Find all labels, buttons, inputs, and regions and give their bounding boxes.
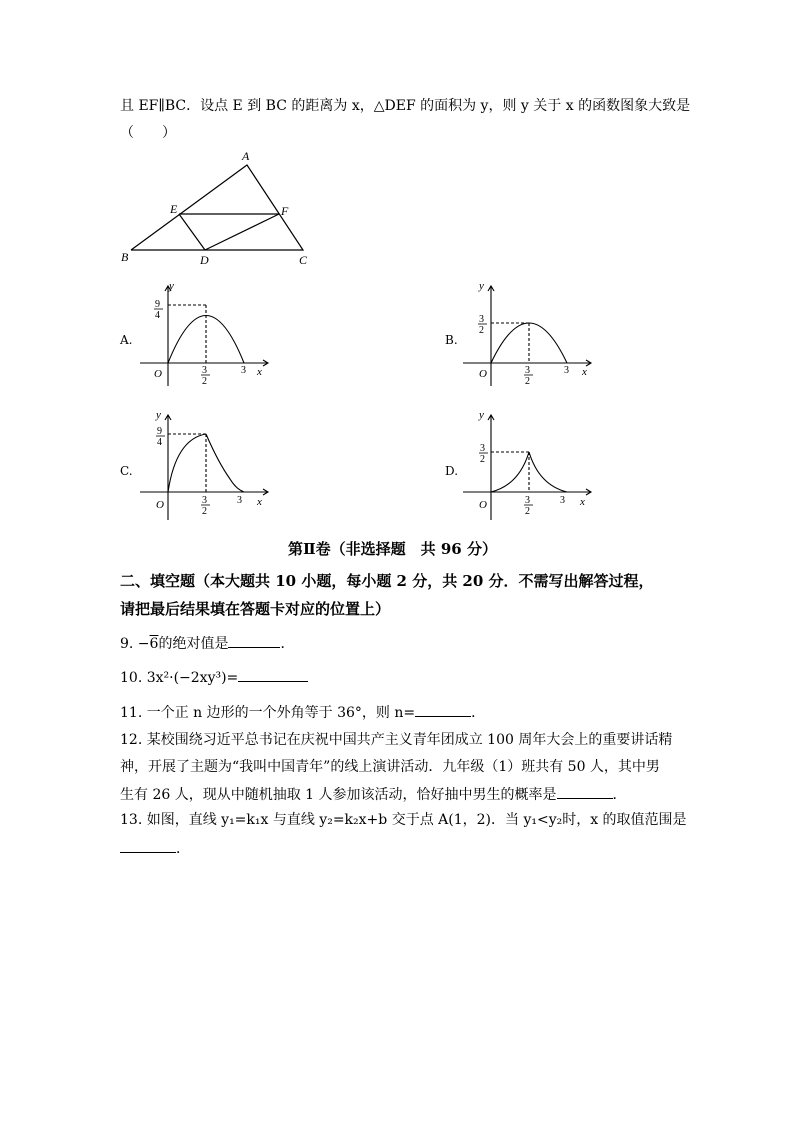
option-d-graph[interactable] <box>463 407 603 522</box>
xtick-end: 3 <box>237 495 242 506</box>
section-2-heading-line2: 请把最后结果填在答题卡对应的位置上） <box>120 600 391 618</box>
y-axis-label: y <box>156 409 161 421</box>
question-8-text-line1: 且 EF∥BC．设点 E 到 BC 的距离为 x，△DEF 的面积为 y，则 y 关于 x 的函数图象大致是 <box>120 98 691 114</box>
y-axis-label: y <box>169 280 174 292</box>
origin-label: O <box>479 368 487 380</box>
ytick-numerator: 3 <box>480 443 485 454</box>
origin-label: O <box>479 499 487 511</box>
question-12-line1: 12. 某校围绕习近平总书记在庆祝中国共产主义青年团成立 100 周年大会上的重要讲话精 <box>120 732 673 748</box>
q9-answer-blank[interactable] <box>228 633 280 648</box>
xtick-numerator: 3 <box>202 365 207 376</box>
ytick-numerator: 9 <box>155 299 160 310</box>
xtick-denominator: 2 <box>202 506 207 517</box>
option-b-label[interactable]: B. <box>445 333 458 347</box>
xtick-numerator: 3 <box>202 495 207 506</box>
origin-label: O <box>154 368 162 380</box>
triangle-figure <box>115 145 315 270</box>
question-13-line1: 13. 如图，直线 y₁=k₁x 与直线 y₂=k₂x+b 交于点 A(1，2)．当 y₁<y₂时，x 的取值范围是 <box>120 812 687 828</box>
option-a-graph[interactable] <box>140 278 280 388</box>
section-2-heading-line1: 二、填空题（本大题共 10 小题，每小题 2 分，共 20 分．不需写出解答过程， <box>120 572 654 590</box>
option-d-label[interactable]: D. <box>445 464 459 478</box>
question-12-line3 <box>120 784 627 805</box>
xtick-denominator: 2 <box>525 376 530 387</box>
vertex-a-label: A <box>242 149 250 163</box>
vertex-f-label: F <box>281 204 289 218</box>
ytick-numerator: 9 <box>157 426 162 437</box>
xtick-numerator: 3 <box>525 365 530 376</box>
q9-prefix: 9. − <box>120 636 150 652</box>
q13-answer-blank[interactable] <box>120 838 176 853</box>
ytick-numerator: 3 <box>479 314 484 325</box>
q13-end: ． <box>176 841 190 857</box>
q11-answer-blank[interactable] <box>415 702 471 717</box>
xtick-denominator: 2 <box>202 376 207 387</box>
x-axis-label: x <box>257 366 262 378</box>
part-2-title: 第Ⅱ卷（非选择题 共 96 分） <box>288 540 497 558</box>
xtick-denominator: 2 <box>525 506 530 517</box>
q12-end: ． <box>612 787 627 803</box>
vertex-b-label: B <box>121 250 129 264</box>
q9-end: ． <box>280 636 295 652</box>
ytick-denominator: 2 <box>480 454 485 465</box>
answer-paren: （ ） <box>120 125 176 141</box>
option-c-label[interactable]: C. <box>120 464 133 478</box>
origin-label: O <box>156 499 164 511</box>
question-9 <box>120 633 294 654</box>
q12-line3-text: 生有 26 人，现从中随机抽取 1 人参加该活动，恰好抽中男生的概率是 <box>120 787 557 803</box>
xtick-end: 3 <box>564 365 569 376</box>
question-12-line2: 神，开展了主题为“我叫中国青年”的线上演讲活动．九年级（1）班共有 50 人，其中男 <box>120 759 660 775</box>
y-axis-label: y <box>479 280 484 292</box>
option-b-graph[interactable] <box>463 278 603 388</box>
q11-end: ． <box>471 705 486 721</box>
y-axis-label: y <box>479 409 484 421</box>
x-axis-label: x <box>580 496 585 508</box>
sqrt-radicand: 6 <box>149 636 159 652</box>
x-axis-label: x <box>257 496 262 508</box>
option-a-label[interactable]: A. <box>120 333 133 347</box>
q11-text: 11. 一个正 n 边形的一个外角等于 36°，则 n= <box>120 705 416 721</box>
question-13-line2 <box>120 838 190 859</box>
vertex-e-label: E <box>170 202 178 216</box>
question-10 <box>120 667 308 688</box>
option-c-graph[interactable] <box>140 407 280 522</box>
xtick-end: 3 <box>241 365 246 376</box>
xtick-end: 3 <box>560 495 565 506</box>
q10-expression: 10. 3x²·(−2xy³)= <box>120 670 239 686</box>
q10-answer-blank[interactable] <box>238 667 308 682</box>
q9-suffix: 的绝对值是 <box>158 636 229 652</box>
x-axis-label: x <box>582 366 587 378</box>
xtick-numerator: 3 <box>525 495 530 506</box>
ytick-denominator: 4 <box>157 437 162 448</box>
ytick-denominator: 2 <box>479 325 484 336</box>
vertex-c-label: C <box>299 253 308 267</box>
question-11 <box>120 702 485 723</box>
q12-answer-blank[interactable] <box>557 784 613 799</box>
ytick-denominator: 4 <box>155 310 160 321</box>
vertex-d-label: D <box>200 253 209 267</box>
